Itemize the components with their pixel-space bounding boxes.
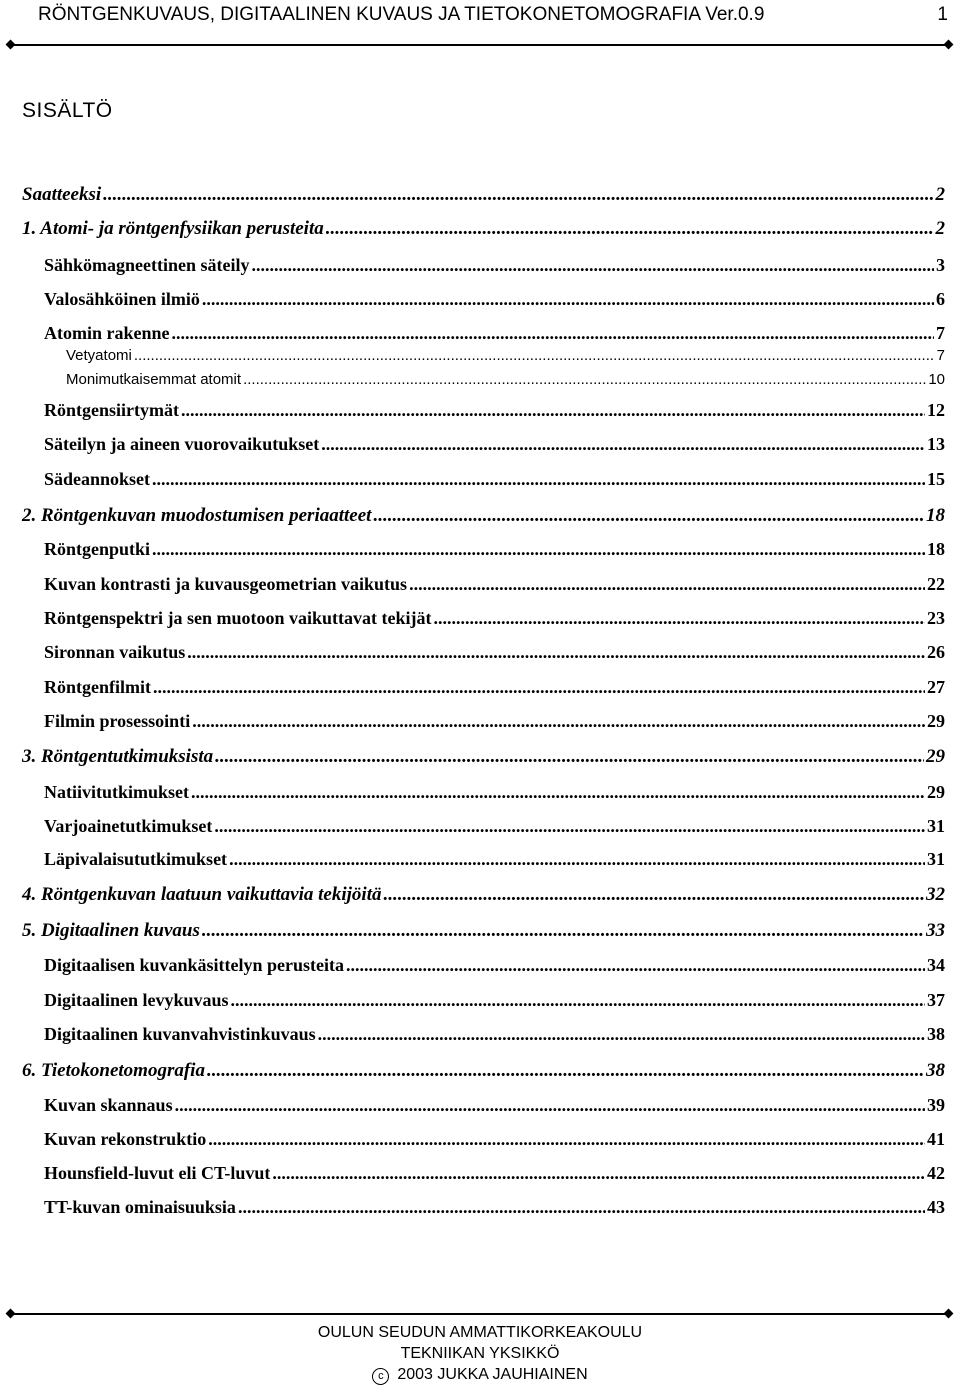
toc-entry-label: Kuvan rekonstruktio xyxy=(44,1129,207,1149)
toc-entry[interactable] xyxy=(44,816,945,842)
toc-entry-page: 23 xyxy=(927,608,945,628)
toc-entry[interactable] xyxy=(44,1095,945,1121)
toc-entry-label: Sähkömagneettinen säteily xyxy=(44,255,250,275)
toc-entry[interactable] xyxy=(44,990,945,1016)
toc-entry[interactable] xyxy=(44,1024,945,1050)
toc-leader-dots xyxy=(152,469,925,490)
toc-entry-page: 34 xyxy=(927,955,945,975)
toc-entry-label: Sironnan vaikutus xyxy=(44,642,186,662)
toc-leader-dots xyxy=(238,1197,925,1218)
toc-entry-label: Kuvan kontrasti ja kuvausgeometrian vaikutus xyxy=(44,574,408,594)
toc-entry[interactable] xyxy=(44,574,945,600)
toc-heading: SISÄLTÖ xyxy=(22,99,113,122)
toc-entry[interactable] xyxy=(44,539,945,565)
toc-entry[interactable] xyxy=(44,677,945,703)
toc-entry-page: 41 xyxy=(927,1129,945,1149)
toc-leader-dots xyxy=(175,1095,925,1116)
toc-entry-label: Säteilyn ja aineen vuorovaikutukset xyxy=(44,434,320,454)
toc-entry-label: 1. Atomi- ja röntgenfysiikan perusteita xyxy=(22,218,324,239)
rule-line xyxy=(10,44,950,46)
toc-entry[interactable] xyxy=(22,184,945,210)
toc-entry-label: Natiivitutkimukset xyxy=(44,782,190,802)
toc-entry-page: 31 xyxy=(927,849,945,869)
toc-entry-label: 2. Röntgenkuvan muodostumisen periaatteet xyxy=(22,505,372,526)
copyright-icon: c xyxy=(372,1368,389,1385)
toc-entry-label: TT-kuvan ominaisuuksia xyxy=(44,1197,236,1217)
toc-entry-page: 15 xyxy=(927,469,945,489)
toc-entry[interactable] xyxy=(44,1129,945,1155)
toc-entry-page: 29 xyxy=(927,782,945,802)
toc-entry[interactable] xyxy=(66,371,945,397)
toc-entry-label: 6. Tietokonetomografia xyxy=(22,1060,205,1081)
toc-entry-label: Hounsfield-luvut eli CT-luvut xyxy=(44,1163,271,1183)
toc-leader-dots xyxy=(214,816,925,837)
page-footer xyxy=(0,1322,960,1385)
toc-entry[interactable] xyxy=(44,782,945,808)
footer-unit: TEKNIIKAN YKSIKKÖ xyxy=(400,1345,560,1362)
toc-leader-dots xyxy=(202,289,934,310)
toc-leader-dots xyxy=(187,642,925,663)
toc-entry-label: Varjoainetutkimukset xyxy=(44,816,213,836)
toc-entry-label: Atomin rakenne xyxy=(44,323,170,343)
page-header xyxy=(38,4,948,26)
toc-entry-page: 42 xyxy=(927,1163,945,1183)
toc-entry-label: Digitaalinen kuvanvahvistinkuvaus xyxy=(44,1024,316,1044)
toc-leader-dots xyxy=(103,184,933,206)
toc-entry-label: Sädeannokset xyxy=(44,469,151,489)
toc-leader-dots xyxy=(409,574,925,595)
toc-entry[interactable] xyxy=(44,289,945,315)
toc-leader-dots xyxy=(318,1024,925,1045)
diamond-icon xyxy=(944,1309,954,1319)
toc-entry[interactable] xyxy=(44,323,945,349)
toc-entry-page: 22 xyxy=(927,574,945,594)
toc-entry-label: Digitaalinen levykuvaus xyxy=(44,990,229,1010)
toc-entry[interactable] xyxy=(44,711,945,737)
toc-entry-label: Monimutkaisemmat atomit xyxy=(66,371,242,388)
toc-entry-label: Läpivalaisututkimukset xyxy=(44,849,228,869)
document-title: RÖNTGENKUVAUS, DIGITAALINEN KUVAUS JA TIETOKONETOMOGRAFIA Ver.0.9 xyxy=(38,4,765,25)
toc-entry-label: Röntgensiirtymät xyxy=(44,400,179,420)
rule-line xyxy=(10,1313,950,1315)
toc-entry-label: Valosähköinen ilmiö xyxy=(44,289,200,309)
toc-entry[interactable] xyxy=(44,642,945,668)
footer-copyright xyxy=(0,1364,960,1385)
toc-entry[interactable] xyxy=(22,218,945,244)
toc-entry[interactable] xyxy=(44,608,945,634)
toc-entry[interactable] xyxy=(66,347,945,373)
toc-entry[interactable] xyxy=(44,469,945,495)
toc-leader-dots xyxy=(346,955,925,976)
toc-entry[interactable] xyxy=(22,746,945,772)
toc-entry-page: 32 xyxy=(926,884,945,905)
toc-leader-dots xyxy=(181,400,925,421)
toc-entry-label: Kuvan skannaus xyxy=(44,1095,173,1115)
toc-entry[interactable] xyxy=(22,505,945,531)
toc-leader-dots xyxy=(153,677,925,698)
toc-entry-page: 27 xyxy=(927,677,945,697)
toc-entry-label: 3. Röntgentutkimuksista xyxy=(22,746,214,767)
toc-entry-page: 26 xyxy=(927,642,945,662)
toc-entry[interactable] xyxy=(44,434,945,460)
toc-entry-label: 5. Digitaalinen kuvaus xyxy=(22,920,200,941)
page-number: 1 xyxy=(937,4,948,25)
toc-entry[interactable] xyxy=(44,255,945,281)
toc-entry-label: Saatteeksi xyxy=(22,184,102,205)
toc-leader-dots xyxy=(134,347,935,364)
toc-entry-page: 2 xyxy=(935,218,945,239)
toc-entry-label: Röntgenfilmit xyxy=(44,677,151,697)
toc-entry-page: 7 xyxy=(936,323,945,343)
toc-entry-page: 3 xyxy=(936,255,945,275)
toc-entry-page: 29 xyxy=(926,746,945,767)
toc-entry[interactable] xyxy=(22,884,945,910)
header-rule xyxy=(6,40,954,50)
toc-entry-page: 38 xyxy=(926,1060,945,1081)
toc-leader-dots xyxy=(208,1129,925,1150)
toc-entry-page: 37 xyxy=(927,990,945,1010)
toc-entry[interactable] xyxy=(44,849,945,875)
toc-leader-dots xyxy=(191,782,925,803)
toc-entry-page: 10 xyxy=(928,371,945,388)
toc-leader-dots xyxy=(215,746,924,768)
toc-leader-dots xyxy=(272,1163,925,1184)
toc-entry-page: 33 xyxy=(926,920,945,941)
toc-leader-dots xyxy=(326,218,934,240)
toc-entry-page: 7 xyxy=(936,347,945,364)
toc-leader-dots xyxy=(192,711,925,732)
toc-entry[interactable] xyxy=(44,400,945,426)
toc-leader-dots xyxy=(152,539,925,560)
toc-entry-page: 13 xyxy=(927,434,945,454)
toc-leader-dots xyxy=(373,505,924,527)
toc-entry-label: Vetyatomi xyxy=(66,347,132,364)
toc-entry[interactable] xyxy=(22,920,945,946)
diamond-icon xyxy=(944,40,954,50)
toc-entry[interactable] xyxy=(22,1060,945,1086)
toc-leader-dots xyxy=(207,1060,924,1082)
footer-rule xyxy=(6,1309,954,1319)
toc-entry[interactable] xyxy=(44,1197,945,1223)
toc-entry-page: 29 xyxy=(927,711,945,731)
toc-leader-dots xyxy=(172,323,935,344)
toc-leader-dots xyxy=(383,884,924,906)
toc-entry-page: 39 xyxy=(927,1095,945,1115)
toc-entry-page: 38 xyxy=(927,1024,945,1044)
toc-entry[interactable] xyxy=(44,955,945,981)
diamond-icon xyxy=(6,1309,16,1319)
toc-leader-dots xyxy=(202,920,924,942)
toc-entry-page: 18 xyxy=(927,539,945,559)
toc-entry-page: 12 xyxy=(927,400,945,420)
toc-leader-dots xyxy=(321,434,925,455)
toc-leader-dots xyxy=(434,608,925,629)
toc-entry-page: 6 xyxy=(936,289,945,309)
toc-leader-dots xyxy=(231,990,925,1011)
toc-entry-label: 4. Röntgenkuvan laatuun vaikuttavia tekijöitä xyxy=(22,884,382,905)
toc-leader-dots xyxy=(252,255,934,276)
toc-entry-page: 43 xyxy=(927,1197,945,1217)
toc-entry[interactable] xyxy=(44,1163,945,1189)
toc-entry-label: Digitaalisen kuvankäsittelyn perusteita xyxy=(44,955,345,975)
toc-entry-label: Röntgenputki xyxy=(44,539,151,559)
toc-entry-page: 2 xyxy=(935,184,945,205)
toc-leader-dots xyxy=(229,849,925,870)
toc-leader-dots xyxy=(243,371,926,388)
toc-entry-label: Röntgenspektri ja sen muotoon vaikuttavat tekijät xyxy=(44,608,432,628)
toc-entry-page: 31 xyxy=(927,816,945,836)
footer-copyright-text: 2003 JUKKA JAUHIAINEN xyxy=(397,1366,588,1383)
toc-entry-page: 18 xyxy=(926,505,945,526)
toc-entry-label: Filmin prosessointi xyxy=(44,711,191,731)
footer-institution: OULUN SEUDUN AMMATTIKORKEAKOULU xyxy=(317,1324,643,1341)
diamond-icon xyxy=(6,40,16,50)
